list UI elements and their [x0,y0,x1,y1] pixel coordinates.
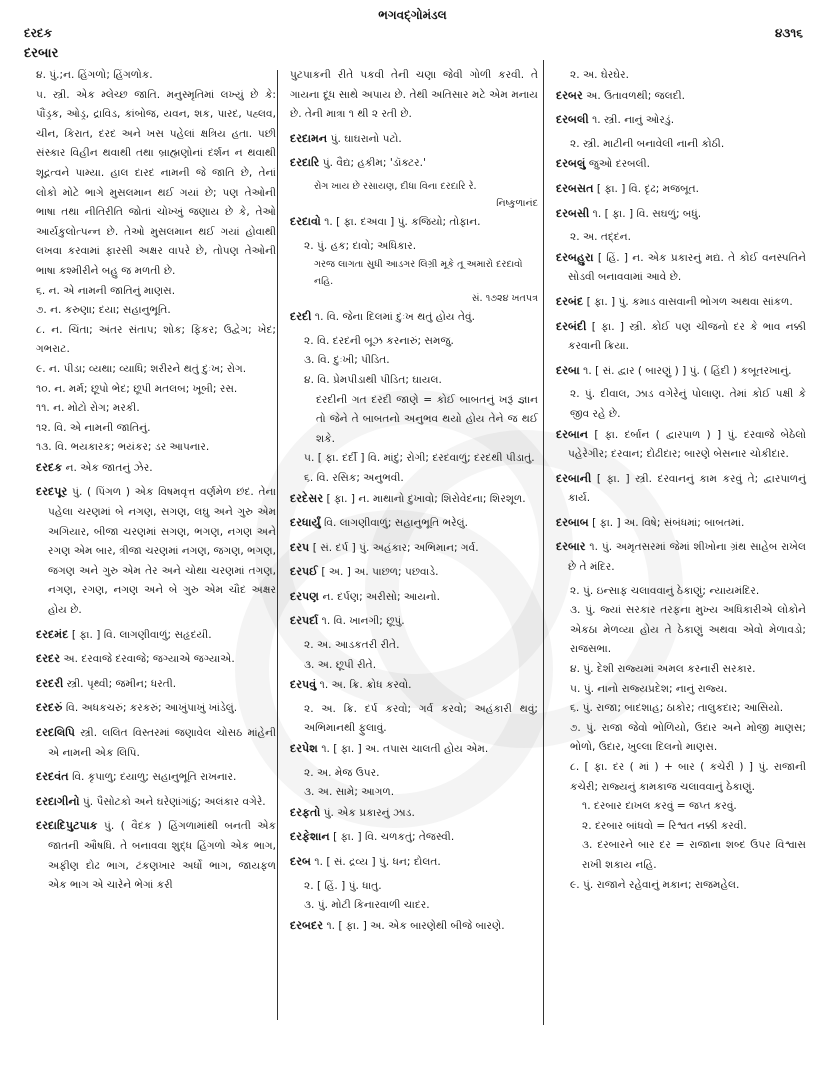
dictionary-entry [290,307,538,328]
dictionary-entry [36,698,276,719]
entry-headword: દરદર [36,652,61,666]
entry-sense: ૩. અ. સામે; આગળ. [304,786,395,799]
entry-definition: સ્ત્રી. લલિત વિસ્તરમાં જણાવેલ ચોસઠ માંહેની એ નામની એક લિપિ. [48,727,277,759]
entry-continuation: પુટપાકની રીતે પકવી તેની ચણા જેવી ગોળી કરવી. તે ગાયના દૂધ સાથે અપાય છે. તેથી અતિસાર મટે એમ મનાય છે. તેની માત્રા ૧ થી ૨ રતી છે. [290,69,538,121]
entry-definition: [ ફા. ] સ્ત્રી. કોઈ પણ ચીજનો દર કે ભાવ નક્કી કરવાની ક્રિયા. [568,320,807,353]
dictionary-entry [556,425,806,465]
dictionary-entry [290,852,538,873]
entry-definition: પું. વૈદ્ય; હકીમ; 'ડૉક્ટર.' [322,157,426,170]
entry-sense: ૨. પું. દીવાલ, ઝાડ વગેરેનું પોલાણ. તેમાં કોઈ પક્ષી કે જીવ રહે છે. [570,388,806,420]
entry-sense: ૭. પું. રાજા જેવો ભોળિયો, ઉદાર અને મોજી માણસ; ભોળો, ઉદાર, ખુલ્લા દિલનો માણસ. [570,721,806,754]
dictionary-entry [290,916,538,937]
entry-headword: દરધાર્યું [290,516,321,530]
dictionary-entry [290,827,538,848]
entry-definition: વિ. અધકચરું; કરકરું; આખુંપાખું ખાંડેલું. [65,702,238,715]
dictionary-entry [290,513,538,534]
entry-definition: પું. પૈસોટકો અને ઘરેણાંગાંઠું; અલંકાર વગેરે. [82,795,266,808]
column-divider [277,70,278,1020]
entry-definition: [ ફા. ] સ્ત્રી. દરવાનનું કામ કરવું તે; દ્વારપાળનું કાર્ય. [568,472,806,505]
entry-sense: ૧૧. ન. મોટો રોગ; મરકી. [36,402,140,415]
entry-headword: દરપેશ [290,742,318,756]
column-1 [36,66,276,900]
entry-definition: [ ફા. ] વિ. લાગણીવાળું; સહૃદયી. [71,628,212,641]
dictionary-entry [36,767,276,788]
entry-definition: [ ફા. ] અ. વિષે; સંબંધમાં; બાબતમાં. [592,516,745,529]
entry-headword: દરપણ [290,589,320,603]
dictionary-entry [290,538,538,559]
entry-definition: પું. ( પિંગળ ) એક વિષમવૃત્ત વર્ણમેળ છંદ. તેના પહેલા ચરણમાં બે નગણ, સગણ, લઘુ અને ગુરુ એમ અગિયાર, બીજા ચરણમાં સગણ, ભગણ, નગણ અને રગણ એમ બાર, ત્રીજા ચરણમાં નગણ, જગણ, ભગણ, જગણ અને ગુરુ એમ તેર અને ચોથા ચરણમાં તગણ, નગણ, રગણ, નગણ અને બે ગુરુ એમ ચૌદ અક્ષર હોય છે. [48,486,276,617]
idiom-phrase: ૨. દરબાર બાંધવો = રિશ્વત નક્કી કરવી. [582,819,747,832]
entry-sense: ૯. પું. રાજાને રહેવાનું મકાન; રાજમહેલ. [570,878,740,891]
entry-headword: દરદી [290,310,312,324]
entry-headword: દરબાન [556,427,589,441]
entry-sense: ૨. અ. ક્રિ. દર્પ કરવો; ગર્વ કરવો; અહંકારી થવું; અભિમાનથી ફુલાવું. [304,702,538,735]
entry-definition: [ ફા. ] પું. કમાડ વાસવાની ભોગળ અથવા સાંકળ. [586,295,793,308]
entry-definition: ૧. [ સં. દ્વાર ( બારણું ) ] પું. ( હિંદી ) કબૂતરખાનું. [583,364,792,377]
entry-sense: ૫. સ્ત્રી. એક મ્લેચ્છ જાતિ. મનુસ્મૃતિમાં લખ્યું છે કે: પૌંડ્રક, ઓડ્ર, દ્રાવિડ, કાંબોજ, યવન, શક, પારદ, પહ્લવ, ચીન, કિરાત, દરદ અને ખસ પહેલાં ક્ષત્રિય હતા. પછી સંસ્કાર વિહીન થવાથી તથા બ્રાહ્મણોનાં દર્શન ન થવાથી શૂદ્રત્વને પામ્યા. હાલ દારદ નામની જે જાતિ છે, તેનાં લોકો મોટે ભાગે મુસલમાન થઈ ગયાં છે; પણ તેઓની ભાષા તથા નીતિરીતિ જોતાં ચોખ્ખું જણાય છે કે, તેઓ આર્યકુલોત્પન્ન છે. તેઓ મુસલમાન થઈ ગયાં હોવાથી લખવા કરવામાં ફારસી અક્ષર વાપરે છે, તોપણ તેઓની ભાષા કશ્મીરીને બહુ જ મળતી છે. [36,88,276,277]
entry-headword: દરબલું [556,157,586,171]
dictionary-entry [290,153,538,174]
entry-headword: દરદપૂર [36,485,68,499]
dictionary-entry [290,739,538,760]
dictionary-entry [36,674,276,695]
dictionary-entry [290,562,538,583]
dictionary-entry [556,469,806,509]
dictionary-entry [36,816,276,895]
entry-sense: ૨. સ્ત્રી. માટીની બનાવેલી નાની કોઠી. [570,137,725,150]
quote-text: રોગ ખાય છે રસાયણ, દીધા વિના દરદારિ રે. [314,180,477,192]
entry-sense: ૨. અ. તદ્દન. [570,231,631,244]
entry-sense: ૮. [ ફા. દર ( માં ) + બાર ( કચેરી ) ] પું. રાજાની કચેરી; રાજ્યનું કામકાજ ચલાવવાનું ઠેકાણું. [570,761,806,793]
dictionary-entry [556,154,806,175]
dictionary-entry [36,482,276,620]
dictionary-entry [290,611,538,632]
entry-headword: દરદારિ [290,156,320,170]
dictionary-entry [556,86,806,107]
dictionary-entry [290,587,538,608]
entry-headword: દરદાગીનો [36,794,80,808]
column-3 [556,66,806,895]
quote-text: ગરજ લાગતા સુધી આડગર લિગ્રી મૂકે તૂ અમારો દરદાવો નહિ. [314,259,523,288]
entry-headword: દરબસત [556,181,594,195]
entry-definition: જુઓ દરબલી. [588,158,651,171]
entry-definition: ૧. [ ફા. ] અ. એક બારણેથી બીજે બારણે. [326,919,505,932]
entry-headword: દરદમંદ [36,627,69,641]
entry-sense: ૨. વિ. દરદની બૂઝ કરનારું; સમજુ. [304,334,454,347]
entry-definition: ૧. [ ફા. ] અ. તપાસ ચાલતી હોય એમ. [321,743,489,756]
entry-sense: ૨. અ. ઘેરઘેર. [570,69,630,81]
dictionary-entry [290,803,538,824]
entry-headword: દરબાની [556,471,592,485]
entry-sense: ૧૨. વિ. એ નામની જાતિનું. [36,421,151,434]
entry-definition: ૧. અ. ક્રિ. ક્રોધ કરવો. [319,679,412,692]
entry-headword: દરદાદિપુટપાક [36,819,98,833]
dictionary-entry [290,129,538,150]
entry-headword: દરબા [556,363,580,377]
entry-headword: દરદલિપિ [36,726,76,739]
entry-definition: અ. ઉતાવળથી; જલદી. [586,89,686,102]
entry-sense: ૩. અ. છૂપી રીતે. [304,658,377,671]
entry-definition: વિ. કૃપાળુ; દયાળુ; સહાનુભૂતિ રાખનાર. [72,771,237,784]
entry-sense: ૮. ન. ચિંતા; અંતર સંતાપ; શોક; ફિકર; ઉદ્વેગ; ખેદ; ગભરાટ. [36,323,276,356]
entry-sense: ૫. [ ફા. દર્દી ] વિ. માંદું; રોગી; દરદવાળું; દરદથી પીડાતું. [304,452,535,465]
entry-headword: દરબંદી [556,319,587,333]
dictionary-entry [290,675,538,696]
page-number: ૪૩૧૬ [774,26,803,40]
entry-definition: પું. એક પ્રકારનું ઝાડ. [323,806,415,819]
entry-definition: [ સં. દર્પ ] પું. અહંકાર; અભિમાન; ગર્વ. [312,541,479,554]
idiom-phrase: ૧. દરબાર દાખલ કરવું = જપ્ત કરવું. [582,800,737,813]
entry-headword: દરપવું [290,678,317,692]
citation-quote [290,256,538,307]
entry-headword: દરપર્દા [290,614,319,628]
entry-definition: [ ફા. ] વિ. ચળકતું; તેજસ્વી. [333,831,455,844]
entry-definition: પું. ( વૈદક ) હિંગળામાંથી બનતી એક જાતની ઔષધિ. તે બનાવવા શુદ્ધ હિંગળો એક ભાગ, અફીણ દોઢ ભાગ, ટંકણખાર અર્ધો ભાગ, જાયફળ એક ભાગ એ ચારેને ભેગાં કરી [48,820,276,892]
entry-headword: દરદેસર [290,491,324,505]
dictionary-entry [556,248,806,288]
entry-headword: દરબદર [290,918,324,932]
entry-definition: [ હિં. ] ન. એક પ્રકારનું મદ્ય. તે કોઈ વનસ્પતિને સોડવી બનાવવામાં આવે છે. [568,251,806,284]
entry-definition: [ અ. ] અ. પાછળ; પછવાડે. [321,566,439,579]
entry-sense: ૬. ન. એ નામની જાતિનું માણસ. [36,284,176,297]
entry-definition: ૧. [ સં. દ્રવ્ય ] પું. ધન; દોલત. [314,856,441,868]
entry-headword: દરદામન [290,131,328,145]
quote-source: નિષ્કુળાનંદ [496,197,538,209]
entry-sense: ૨. અ. મેજ ઉપર. [304,766,380,779]
entry-headword: દરપ [290,540,310,554]
entry-definition: ૧. [ ફા. દઅવા ] પું. કજિયો; તોફાન. [324,215,481,228]
citation-quote [290,178,538,212]
entry-headword: દરબલી [556,113,589,127]
dictionary-entry [290,212,538,233]
dictionary-entry [556,513,806,534]
entry-headword: દરદરું [36,701,63,715]
entry-headword: દરદાવો [290,214,321,228]
entry-sense: ૪. પું. દેશી રાજ્યમાં અમલ કરનારી સરકાર. [570,663,756,676]
entry-definition: [ ફા. દર્બાન ( દ્વારપાળ ) ] પું. દરવાજે બેઠેલો પહેરેગીર; દરવાન; દોઢીદાર; બારણે બેસનાર ચોકીદાર. [568,428,806,461]
entry-headword: દરપઈ [290,565,318,579]
dictionary-entry [556,204,806,225]
entry-headword: દરદરી [36,676,64,690]
entry-headword: દરબાબ [556,515,589,529]
entry-sense: ૨. પું. ઇન્સાફ ચલાવવાનું ઠેકાણું; ન્યાયમંદિર. [570,584,760,597]
dictionary-entry [36,649,276,670]
entry-definition: ન. એક જાતનું ઝેર. [65,461,153,474]
entry-headword: દરદવંત [36,770,69,784]
idiom-phrase: ૩. દરબારને બાર દર = રાજાના શબ્દ ઉપર વિશ્વાસ રાખી શકાય નહિ. [582,839,806,871]
dictionary-entry [556,292,806,313]
entry-definition: સ્ત્રી. પૃથ્વી; જમીન; ધરતી. [66,677,177,690]
entry-sense: ૯. ન. પીડા; વ્યથા; વ્યાધિ; શરીરને થતું દુઃખ; રોગ. [36,362,247,375]
dictionary-entry [36,458,276,479]
entry-sense: ૭. ન. કરુણા; દયા; સહાનુભૂતિ. [36,304,171,317]
running-title: ભગવદ્ગોમંડલ [378,8,447,22]
dictionary-entry [556,317,806,357]
entry-sense: ૧૦. ન. મર્મ; છૂપો ભેદ; છૂપી મતલબ; ખૂબી; રસ. [36,382,238,395]
column-2 [290,66,538,940]
dictionary-entry [556,361,806,382]
entry-definition: પું. ઘાઘરાનો પટો. [330,132,402,145]
entry-sense: ૫. પું. નાનો રાજ્યપ્રદેશ; નાનું રાજ્ય. [570,682,728,695]
dictionary-entry [36,723,276,763]
guide-word-last: દરબાર [24,46,59,61]
dictionary-entry [36,625,276,646]
entry-definition: ૧. પું. અમૃતસરમાં જેમાં શીખોના ગ્રંથ સાહેબ રાખેલ છે તે મંદિર. [568,541,806,574]
entry-sense: ૪. વિ. પ્રેમપીડાથી પીડિત; ઘાયલ. [304,373,442,386]
entry-headword: દરફેશાન [290,830,330,844]
column-divider [543,60,544,1025]
quote-source: સં. ૧૭૨૪ ખતપત્ર [471,293,538,305]
entry-definition: [ ફા. ] ન. માથાનો દુખાવો; શિરોવેદના; શિરશૂળ. [326,492,526,505]
entry-definition: અ. દરવાજે દરવાજે; જગ્યાએ જગ્યાએ. [63,653,235,666]
dictionary-entry [36,792,276,813]
entry-definition: [ ફા. ] વિ. દૃઢ; મજબૂત. [596,182,700,195]
dictionary-entry [556,110,806,131]
entry-sense: ૨. [ હિં. ] પું. ધાતુ. [304,879,382,892]
dictionary-entry [556,537,806,577]
dictionary-entry [556,179,806,200]
entry-definition: ન. દર્પણ; અરીસો; આયનો. [322,590,440,603]
entry-headword: દરફતો [290,805,321,819]
entry-sense: ૬. પું. રાજા; બાદશાહ; ઠાકોર; તાલુકદાર; આસિયો. [570,702,784,715]
entry-definition: વિ. લાગણીવાળું; સહાનુભૂતિ ભરેલું. [324,517,468,530]
entry-headword: દરબ [290,855,312,868]
entry-sense: ૩. વિ. દુઃખી; પીડિત. [304,354,390,367]
idiom-phrase: દરદીની ગત દરદી જાણે = કોઈ બાબતનું ખરૂં જ્ઞાન તો જેને તે બાબતનો અનુભવ થયો હોય તેને જ થઈ શકે. [316,393,538,445]
entry-headword: દરબહુરા [556,250,594,264]
entry-headword: દરબાર [556,540,586,554]
entry-definition: ૧. [ ફા. ] વિ. સઘળું; બધું. [592,207,702,220]
entry-sense: ૩. પું. જ્યાં સરકાર તરફના મુખ્ય અધિકારીએ લોકોને એકઠા મેળવ્યા હોય તે ઠેકાણું અથવા એવો મેળાવડો; રાજસભા. [570,604,806,656]
entry-headword: દરબંદ [556,294,584,308]
guide-word-first: દરદક [24,26,53,40]
entry-definition: ૧. વિ. જેના દિલમાં દુઃખ થતું હોય તેવું. [314,311,475,324]
entry-sense: ૨. પું. હક; દાવો; અધિકાર. [304,239,417,252]
entry-sense: ૩. પું. મોટી કિનારવાળી ચાદર. [304,899,430,912]
entry-sense: ૬. વિ. રસિક; અનુભવી. [304,471,404,484]
page-header [0,0,825,61]
entry-headword: દરબસી [556,206,590,220]
entry-definition: ૧. વિ. ખાનગી; છૂપું. [321,615,405,628]
dictionary-entry [290,489,538,510]
entry-headword: દરદક [36,460,63,474]
entry-sense: ૧૩. વિ. ભયકારક; ભયંકર; ડર આપનાર. [36,441,210,454]
entry-sense: ૪. પું.;ન. હિંગળો; હિંગળોક. [36,69,153,81]
entry-headword: દરબર [556,88,583,102]
entry-sense: ૨. અ. આડકતરી રીતે. [304,639,400,652]
entry-definition: ૧. સ્ત્રી. નાનું ઓરડું. [592,114,675,127]
